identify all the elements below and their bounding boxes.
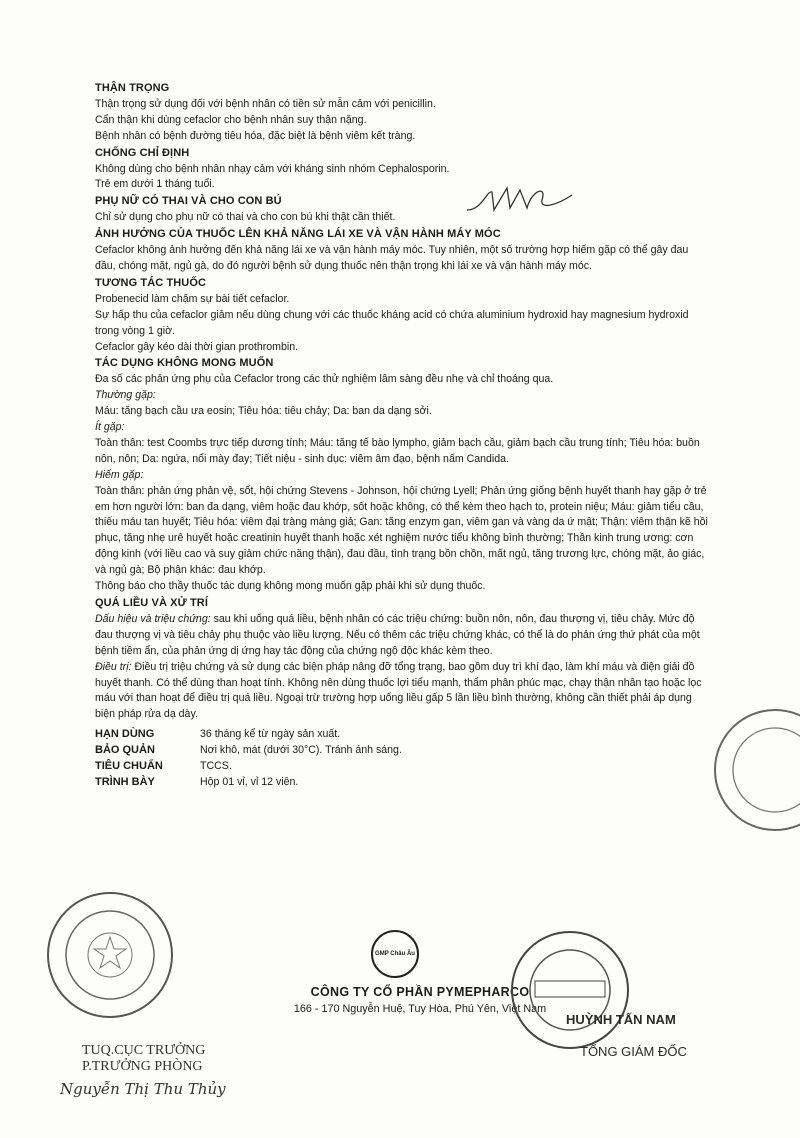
dau-hieu-text: sau khi uống quá liều, bệnh nhân có các triệu chứng: buồn nôn, nôn, đau thượng vị, tiêu chảy. Mức độ đau thượng vị và tiêu chảy phụ thuộc vào liều lượng. Nếu có thêm các triệu chứng khác, có thể là do phản ứng thứ phát của một bệnh tiềm ẩn, của phản ứng dị ứng hay tác động của chứng ngộ độc khác kèm theo. — [95, 612, 700, 657]
spec-value: TCCS. — [200, 760, 232, 773]
tac-dung-intro: Đa số các phản ứng phụ của Cefaclor trong các thử nghiệm lâm sàng đều nhẹ và chỉ thoáng qua. — [95, 373, 554, 386]
spec-value: 36 tháng kể từ ngày sản xuất. — [200, 728, 341, 741]
heading-anh-huong: ẢNH HƯỞNG CỦA THUỐC LÊN KHẢ NĂNG LÁI XE VÀ VẬN HÀNH MÁY MÓC — [95, 228, 501, 241]
dieu-tri-text: Điều trị triệu chứng và sử dụng các biện pháp nâng đỡ tổng trạng, bao gồm duy trì khí đạo, làm khí máu và điện giải đồ huyết thanh. Có thể dùng than hoạt tính. Không nên dùng thuốc lợi tiểu mạnh, thẩm phân phúc mạc, chạy thận nhân tạo hoặc lọc máu với than hoạt để điều trị quá liều. Ngoại trừ trường hợp uống liều gấp 5 lần liều bình thường, không cần thiết phải áp dụng biện pháp rửa dạ dày. — [95, 660, 702, 721]
heading-tuong-tac: TƯƠNG TÁC THUỐC — [95, 276, 207, 289]
chong-chi-dinh-line: Không dùng cho bệnh nhân nhạy cảm với kháng sinh nhóm Cephalosporin. — [95, 162, 450, 175]
company-name: CÔNG TY CỔ PHẦN PYMEPHARCO — [310, 985, 530, 999]
spec-value: Nơi khô, mát (dưới 30°C). Tránh ánh sáng. — [200, 744, 402, 757]
phu-nu-line: Chỉ sử dụng cho phụ nữ có thai và cho con bú khi thật cần thiết. — [95, 211, 396, 224]
spec-key: BẢO QUẢN — [95, 744, 155, 757]
document-body — [95, 80, 710, 791]
spec-key: TIÊU CHUẨN — [95, 760, 163, 773]
thong-bao-text: Thông báo cho thầy thuốc tác dụng không mong muốn gặp phải khi sử dụng thuốc. — [95, 580, 486, 593]
it-gap-label: Ít gặp: — [95, 421, 125, 434]
anh-huong-text: Cefaclor không ảnh hưởng đến khả năng lái xe và vận hành máy móc. Tuy nhiên, một số trường hợp hiếm gặp có thể gây đau đầu, chóng mặt, ngủ gà, do đó người bệnh sử dụng thuốc nên thận trọng khi lái xe và vận hành máy móc. — [95, 244, 689, 272]
thuong-gap-text: Máu: tăng bạch cầu ưa eosin; Tiêu hóa: tiêu chảy; Da: ban da dạng sởi. — [95, 405, 432, 418]
dau-hieu-paragraph — [95, 612, 710, 660]
right-signature-name: HUỲNH TẤN NAM — [566, 1012, 676, 1027]
heading-phu-nu: PHỤ NỮ CÓ THAI VÀ CHO CON BÚ — [95, 195, 282, 208]
tuong-tac-line: Sự hấp thu của cefaclor giảm nếu dùng chung với các thuốc kháng acid có chứa aluminium hydroxid hay magnesium hydroxid trong vòng 1 giờ. — [95, 308, 689, 337]
left-title-2: P.TRƯỞNG PHÒNG — [82, 1059, 203, 1074]
spec-key: HẠN DÙNG — [95, 728, 155, 741]
tuong-tac-line: Cefaclor gây kéo dài thời gian prothrombin. — [95, 340, 299, 353]
heading-chong-chi-dinh: CHỐNG CHỈ ĐỊNH — [95, 146, 190, 159]
it-gap-text: Toàn thân: test Coombs trực tiếp dương tính; Máu: tăng tế bào lympho, giảm bạch cầu, giảm bạch cầu trung tính; Tiêu hóa: buồn nôn, nôn; Da: ngứa, nổi mày đay; Tiết niệu - sinh dục: viêm âm đạo, bệnh nấm Candida. — [95, 436, 700, 465]
spec-value: Hộp 01 vỉ, vỉ 12 viên. — [200, 775, 299, 788]
dieu-tri-label: Điều trị: — [95, 660, 132, 673]
left-title-1: TUQ.CỤC TRƯỞNG — [82, 1043, 206, 1058]
than-trong-line: Bệnh nhân có bệnh đường tiêu hóa, đặc biệt là bệnh viêm kết tràng. — [95, 129, 416, 142]
gmp-badge: GMP Châu Âu — [371, 930, 419, 978]
chong-chi-dinh-line: Trẻ em dưới 1 tháng tuổi. — [95, 178, 215, 191]
heading-qua-lieu: QUÁ LIỀU VÀ XỬ TRÍ — [95, 597, 208, 609]
right-signature-title: TỔNG GIÁM ĐỐC — [580, 1044, 687, 1059]
than-trong-line: Cẩn thận khi dùng cefaclor cho bệnh nhân suy thận nặng. — [95, 113, 367, 126]
hiem-gap-text: Toàn thân: phản ứng phản vệ, sốt, hội chứng Stevens - Johnson, hội chứng Lyell; Phản ứng giống bệnh huyết thanh hay gặp ở trẻ em hơn người lớn: ban đa dạng, viêm hoặc đau khớp, sốt hoặc không, có thể kèm theo hạch to, protein niệu; Máu: giảm tiểu cầu, thiếu máu tan huyết; Tiêu hóa: viêm đại tràng màng giả; Gan: tăng enzym gan, viêm gan và vàng da ứ mật; Thận: viêm thận kẽ hồi phục, tăng nhẹ urê huyết hoặc creatinin huyết thanh hoặc xét nghiệm nước tiểu không bình thường; Thần kinh trung ương: cơn động kinh (với liều cao và suy giảm chức năng thận), đau đầu, tình trạng bồn chồn, mất ngủ, tăng trương lực, chóng mặt, ảo giác, và ngủ gà; Bộ phận khác: đau khớp. — [95, 484, 708, 577]
company-address: 166 - 170 Nguyễn Huệ, Tuy Hòa, Phú Yên, Việt Nam — [293, 1003, 547, 1015]
spec-table — [95, 727, 710, 791]
dieu-tri-paragraph — [95, 660, 710, 724]
left-signature-name: Nguyễn Thị Thu Thủy — [60, 1080, 226, 1098]
dau-hieu-label: Dấu hiệu và triệu chứng: — [95, 612, 211, 625]
thuong-gap-label: Thường gặp: — [95, 389, 156, 402]
than-trong-line: Thận trọng sử dụng đối với bệnh nhân có tiền sử mẫn cảm với penicillin. — [95, 97, 436, 110]
tuong-tac-line: Probenecid làm chậm sự bài tiết cefaclor. — [95, 292, 290, 305]
left-signature-titles — [82, 1043, 205, 1075]
heading-tac-dung: TÁC DỤNG KHÔNG MONG MUỐN — [95, 357, 274, 370]
hiem-gap-label: Hiếm gặp: — [95, 468, 144, 481]
heading-than-trong: THẬN TRỌNG — [95, 82, 170, 94]
spec-key: TRÌNH BÀY — [95, 775, 155, 788]
